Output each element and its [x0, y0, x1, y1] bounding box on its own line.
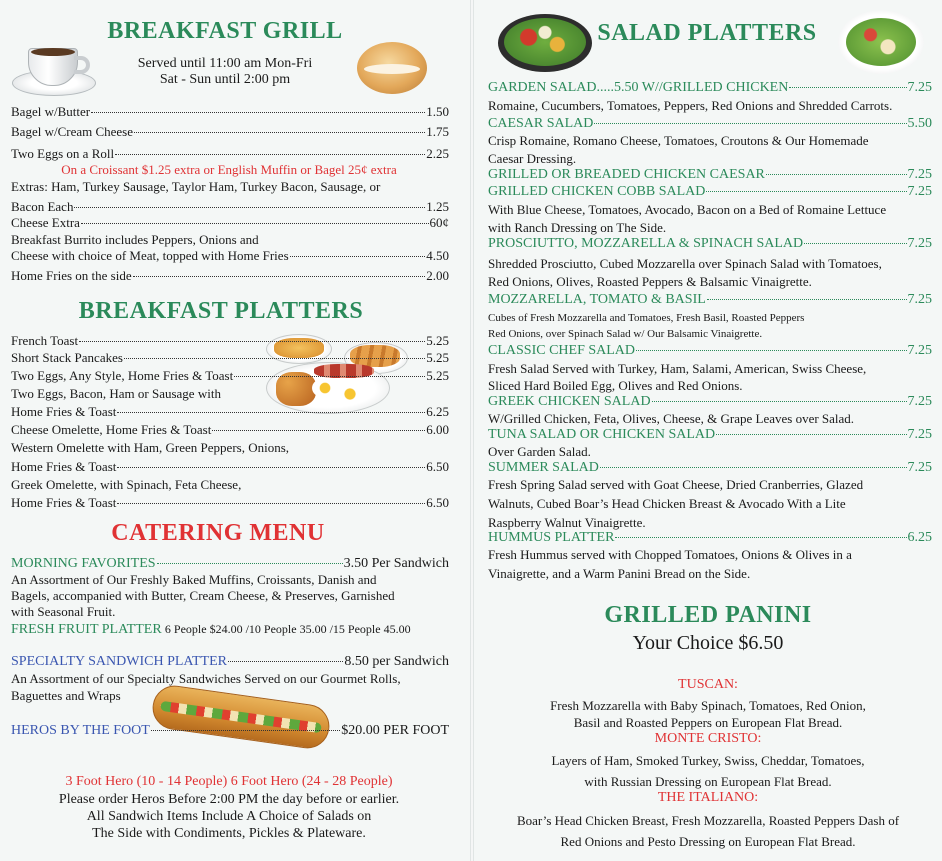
menu-item: SUMMER SALAD 7.25 [488, 460, 932, 475]
panini-monte-cristo-desc: with Russian Dressing on European Flat Bread. [584, 774, 832, 789]
panini-subtitle: Your Choice $6.50 [632, 632, 784, 654]
burrito-line: Breakfast Burrito includes Peppers, Onions and [11, 232, 259, 247]
catering-footer: The Side with Condiments, Pickles & Plateware. [92, 826, 366, 841]
croissant-note: On a Croissant $1.25 extra or English Muffin or Bagel 25¢ extra [61, 162, 397, 177]
mozzarella-desc: Red Onions, over Spinach Salad w/ Our Balsamic Vinaigrette. [488, 328, 763, 340]
right-page [474, 0, 942, 861]
breakfast-hours-weekend: Sat - Sun until 2:00 pm [159, 72, 291, 87]
menu-item: MOZZARELLA, TOMATO & BASIL 7.25 [488, 292, 932, 307]
left-page [0, 0, 470, 861]
greek-line: Greek Omelette, with Spinach, Feta Cheese, [11, 477, 242, 492]
menu-item: GREEK CHICKEN SALAD 7.25 [488, 394, 932, 409]
menu-item: MORNING FAVORITES 3.50 Per Sandwich [11, 556, 449, 571]
panini-italiano-name: THE ITALIANO: [657, 790, 759, 805]
caesar-desc: Caesar Dressing. [488, 151, 577, 166]
menu-item: Bacon Each 1.25 [11, 199, 449, 214]
summer-desc: Walnuts, Cubed Boar’s Head Chicken Breast & Avocado With a Lite [488, 496, 846, 511]
summer-desc: Raspberry Walnut Vinaigrette. [488, 515, 646, 530]
prosciutto-desc: Red Onions, Olives, Roasted Peppers & Balsamic Vinaigrette. [488, 274, 812, 289]
menu-item: Short Stack Pancakes 5.25 [11, 350, 449, 365]
grilled-panini-title: GRILLED PANINI [604, 602, 812, 628]
menu-item: Home Fries & Toast 6.50 [11, 459, 449, 474]
catering-menu-title: CATERING MENU [111, 520, 325, 546]
specialty-desc: Baguettes and Wraps [11, 688, 121, 703]
caesar-desc: Crisp Romaine, Romano Cheese, Tomatoes, Croutons & Our Homemade [488, 133, 869, 148]
two-eggs-bacon-line: Two Eggs, Bacon, Ham or Sausage with [11, 386, 221, 401]
summer-desc: Fresh Spring Salad served with Goat Cheese, Dried Cranberries, Glazed [488, 477, 864, 492]
menu-item: CAESAR SALAD 5.50 [488, 116, 932, 131]
mozzarella-desc: Cubes of Fresh Mozzarella and Tomatoes, Fresh Basil, Roasted Peppers [488, 312, 805, 324]
garden-desc: Romaine, Cucumbers, Tomatoes, Peppers, Red Onions and Shredded Carrots. [488, 98, 893, 113]
panini-tuscan-desc: Fresh Mozzarella with Baby Spinach, Tomatoes, Red Onion, [550, 698, 866, 713]
panini-monte-cristo-desc: Layers of Ham, Smoked Turkey, Swiss, Cheddar, Tomatoes, [551, 753, 865, 768]
menu-item: GRILLED CHICKEN COBB SALAD 7.25 [488, 184, 932, 199]
greek-desc: W/Grilled Chicken, Feta, Olives, Cheese, & Grape Leaves over Salad. [488, 411, 855, 426]
panini-tuscan-desc: Basil and Roasted Peppers on European Flat Bread. [573, 715, 843, 730]
morning-desc: An Assortment of Our Freshly Baked Muffins, Croissants, Danish and [11, 572, 377, 587]
western-line: Western Omelette with Ham, Green Peppers, Onions, [11, 440, 290, 455]
hummus-desc: Fresh Hummus served with Chopped Tomatoes, Onions & Olives in a [488, 547, 852, 562]
menu-item: HEROS BY THE FOOT $20.00 PER FOOT [11, 723, 449, 738]
hero-sizes: 3 Foot Hero (10 - 14 People) 6 Foot Hero (24 - 28 People) [65, 774, 393, 789]
panini-italiano-desc: Boar’s Head Chicken Breast, Fresh Mozzarella, Roasted Peppers Dash of [516, 813, 900, 828]
menu-item: Bagel w/Cream Cheese 1.75 [11, 124, 449, 139]
menu-item: French Toast 5.25 [11, 333, 449, 348]
chef-desc: Fresh Salad Served with Turkey, Ham, Salami, American, Swiss Cheese, [488, 361, 867, 376]
chef-desc: Sliced Hard Boiled Egg, Olives and Red Onions. [488, 378, 743, 393]
menu-item: Cheese Omelette, Home Fries & Toast 6.00 [11, 422, 449, 437]
cobb-desc: With Blue Cheese, Tomatoes, Avocado, Bacon on a Bed of Romaine Lettuce [488, 202, 887, 217]
prosciutto-desc: Shredded Prosciutto, Cubed Mozzarella over Spinach Salad with Tomatoes, [488, 256, 882, 271]
breakfast-platters-title: BREAKFAST PLATTERS [78, 298, 364, 324]
morning-desc: with Seasonal Fruit. [11, 604, 116, 619]
menu-item: Cheese Extra 60¢ [11, 215, 449, 230]
menu-item: SPECIALTY SANDWICH PLATTER 8.50 per Sandwich [11, 654, 449, 669]
menu-item: Home Fries & Toast 6.25 [11, 404, 449, 419]
menu-item: GRILLED OR BREADED CHICKEN CAESAR 7.25 [488, 167, 932, 182]
salad-platters-title: SALAD PLATTERS [597, 20, 817, 46]
menu-item: PROSCIUTTO, MOZZARELLA & SPINACH SALAD 7.25 [488, 236, 932, 251]
catering-footer: All Sandwich Items Include A Choice of Salads on [86, 809, 372, 824]
extras-line: Extras: Ham, Turkey Sausage, Taylor Ham, Turkey Bacon, Sausage, or [11, 179, 381, 194]
menu-item: TUNA SALAD OR CHICKEN SALAD 7.25 [488, 427, 932, 442]
breakfast-grill-title: BREAKFAST GRILL [107, 18, 343, 44]
menu-item: Home Fries & Toast 6.50 [11, 495, 449, 510]
menu-item: HUMMUS PLATTER 6.25 [488, 530, 932, 545]
breakfast-hours-weekday: Served until 11:00 am Mon-Fri [137, 56, 313, 71]
specialty-desc: An Assortment of our Specialty Sandwiches Served on our Gourmet Rolls, [11, 671, 401, 686]
menu-item: Two Eggs, Any Style, Home Fries & Toast 5.25 [11, 368, 449, 383]
menu-item: GARDEN SALAD.....5.50 W//GRILLED CHICKEN 7.25 [488, 80, 932, 95]
fruit-platter: FRESH FRUIT PLATTER 6 People $24.00 /10 People 35.00 /15 People 45.00 [11, 622, 411, 637]
cobb-desc: with Ranch Dressing on The Side. [488, 220, 667, 235]
panini-tuscan-name: TUSCAN: [678, 677, 738, 692]
menu-item: Cheese with choice of Meat, topped with Home Fries 4.50 [11, 248, 449, 263]
hummus-desc: Vinaigrette, and a Warm Panini Bread on the Side. [488, 566, 751, 581]
tuna-desc: Over Garden Salad. [488, 444, 591, 459]
menu-item: Home Fries on the side 2.00 [11, 268, 449, 283]
panini-italiano-desc: Red Onions and Pesto Dressing on European Flat Bread. [560, 834, 856, 849]
catering-footer: Please order Heros Before 2:00 PM the day before or earlier. [58, 792, 400, 807]
menu-item: CLASSIC CHEF SALAD 7.25 [488, 343, 932, 358]
panini-monte-cristo-name: MONTE CRISTO: [654, 731, 762, 746]
menu-item: Bagel w/Butter 1.50 [11, 104, 449, 119]
morning-desc: Bagels, accompanied with Butter, Cream Cheese, & Preserves, Garnished [11, 588, 395, 603]
menu-item: Two Eggs on a Roll 2.25 [11, 146, 449, 161]
